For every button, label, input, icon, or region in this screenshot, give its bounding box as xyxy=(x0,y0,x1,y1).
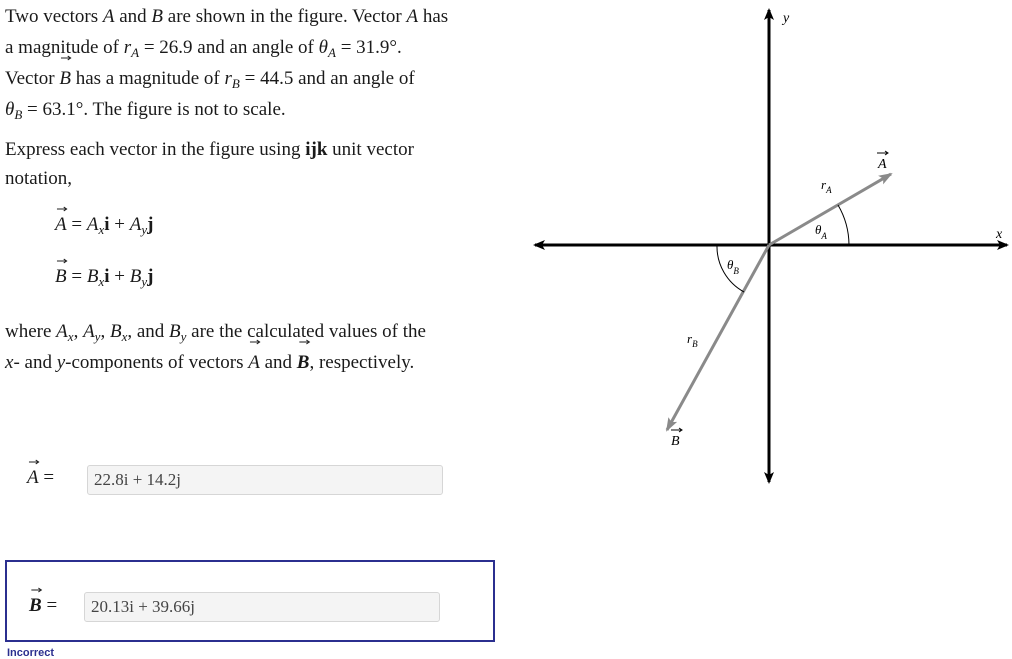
symbol-r: r xyxy=(224,68,232,89)
vector-A-symbol xyxy=(406,1,418,32)
vector-B-label: B xyxy=(671,434,680,449)
subscript-x: x xyxy=(121,329,128,344)
vector-A-letter: A xyxy=(102,6,115,27)
vector-arrow-icon xyxy=(56,206,68,212)
r-A-subscript: A xyxy=(826,185,832,195)
equals-sign: = xyxy=(38,467,55,488)
theta-A-arc xyxy=(838,205,849,245)
equation-B xyxy=(55,266,153,288)
theta-A-label xyxy=(815,222,827,241)
text-segment: -components of vectors xyxy=(65,352,249,373)
unit-i: i xyxy=(104,266,110,287)
vector-arrow-icon xyxy=(298,339,311,345)
symbol-B: B xyxy=(169,321,181,342)
text-segment: , respectively. xyxy=(309,352,415,373)
theta-A-symbol: θ xyxy=(815,222,822,237)
text-segment: , xyxy=(73,321,84,342)
answer-B-label xyxy=(29,595,57,617)
r-B-subscript: B xyxy=(692,339,698,349)
text-segment: , xyxy=(100,321,110,342)
text-segment: - and xyxy=(13,352,57,373)
vector-diagram xyxy=(525,0,1012,500)
explanation-text xyxy=(5,316,500,378)
text-segment: and xyxy=(114,6,152,27)
vector-B-letter: B xyxy=(296,352,310,373)
vector-A-label: A xyxy=(878,157,887,172)
y-word: y xyxy=(56,352,66,373)
symbol-theta: θ xyxy=(318,37,328,58)
subscript-y: y xyxy=(141,274,148,289)
unit-i: i xyxy=(104,214,110,235)
symbol-B: B xyxy=(86,266,99,287)
vector-B-symbol xyxy=(151,1,163,32)
answer-A-row xyxy=(5,445,495,525)
r-B-label xyxy=(687,331,698,349)
vector-arrow-icon xyxy=(30,587,43,593)
text-segment: Two vectors xyxy=(5,6,103,27)
subscript-A: A xyxy=(131,45,140,60)
vector-arrow-icon xyxy=(56,258,68,264)
subscript-y: y xyxy=(180,329,187,344)
symbol-A: A xyxy=(129,214,142,235)
equals-sign: = xyxy=(66,266,87,287)
r-B-symbol: r xyxy=(687,331,693,346)
vector-B-letter: B xyxy=(151,6,164,27)
vector-arrow-icon xyxy=(28,459,40,465)
symbol-theta: θ xyxy=(5,99,15,120)
magnitude-B-value: = 44.5 and an angle of xyxy=(239,68,415,89)
answer-B-row xyxy=(5,560,495,642)
equation-A xyxy=(55,214,153,236)
text-segment: where xyxy=(5,321,57,342)
symbol-A: A xyxy=(83,321,95,342)
vector-A-letter: A xyxy=(27,467,39,488)
subscript-A: A xyxy=(327,45,336,60)
text-segment: a magnitude of xyxy=(5,37,124,58)
vector-B-letter: B xyxy=(59,68,71,89)
vector-A-letter: A xyxy=(55,214,67,235)
r-A-label xyxy=(821,177,832,195)
x-word: x xyxy=(5,352,14,373)
vector-B-letter: B xyxy=(29,595,42,616)
vector-B-arrow xyxy=(667,245,769,430)
symbol-A: A xyxy=(86,214,99,235)
feedback-incorrect: Incorrect xyxy=(7,647,55,659)
vector-A-symbol xyxy=(27,467,39,489)
r-A-symbol: r xyxy=(821,177,827,192)
unit-j: j xyxy=(147,214,154,235)
text-segment: Vector xyxy=(5,68,60,89)
theta-A-subscript: A xyxy=(821,231,827,241)
subscript-B: B xyxy=(14,107,23,122)
answer-A-label xyxy=(27,467,54,489)
theta-B-subscript: B xyxy=(733,266,739,276)
subscript-x: x xyxy=(98,274,105,289)
symbol-B: B xyxy=(109,321,122,342)
text-segment: and xyxy=(259,352,297,373)
equals-sign: = xyxy=(66,214,87,235)
y-axis-label: y xyxy=(783,11,790,26)
vector-A-letter: A xyxy=(406,6,419,27)
symbol-B: B xyxy=(129,266,142,287)
problem-statement xyxy=(5,1,500,125)
theta-B-label xyxy=(727,257,739,276)
text-segment: are the calculated values of the xyxy=(186,321,426,342)
subscript-x: x xyxy=(98,222,105,237)
answer-B-input[interactable] xyxy=(84,592,440,622)
answer-A-input[interactable] xyxy=(87,465,443,495)
vector-A-letter: A xyxy=(248,352,260,373)
symbol-A: A xyxy=(56,321,68,342)
unit-j: j xyxy=(147,266,154,287)
vector-arrow-icon xyxy=(60,55,72,61)
vector-A-symbol xyxy=(103,1,115,32)
vector-B-symbol xyxy=(55,266,67,288)
text-segment: has a magnitude of xyxy=(70,68,225,89)
vector-B-letter: B xyxy=(55,266,67,287)
subscript-B: B xyxy=(231,76,240,91)
x-axis-label: x xyxy=(996,227,1003,242)
instruction-text xyxy=(5,135,425,193)
plus-sign: + xyxy=(109,266,130,287)
text-segment: Express each vector in the figure using xyxy=(5,139,306,160)
vector-arrow-icon xyxy=(249,339,261,345)
subscript-y: y xyxy=(141,222,148,237)
angle-B-value: = 63.1°. The figure is not to scale. xyxy=(22,99,286,120)
text-segment: has xyxy=(418,6,449,27)
theta-B-symbol: θ xyxy=(727,257,734,272)
vector-B-symbol xyxy=(59,63,71,94)
angle-A-value: = 31.9°. xyxy=(335,37,402,58)
magnitude-A-value: = 26.9 and an angle of xyxy=(139,37,319,58)
subscript-y: y xyxy=(94,329,101,344)
equals-sign: = xyxy=(41,595,58,616)
vector-B-symbol xyxy=(297,347,310,378)
subscript-x: x xyxy=(67,329,74,344)
vector-A-symbol xyxy=(248,347,260,378)
vector-B-symbol xyxy=(29,595,42,617)
text-segment: are shown in the figure. Vector xyxy=(163,6,407,27)
vector-A-symbol xyxy=(55,214,67,236)
text-segment: , and xyxy=(127,321,170,342)
text-segment: unit vector notation, xyxy=(5,139,414,189)
ijk-bold: ijk xyxy=(305,139,328,160)
plus-sign: + xyxy=(109,214,130,235)
symbol-r: r xyxy=(123,37,132,58)
